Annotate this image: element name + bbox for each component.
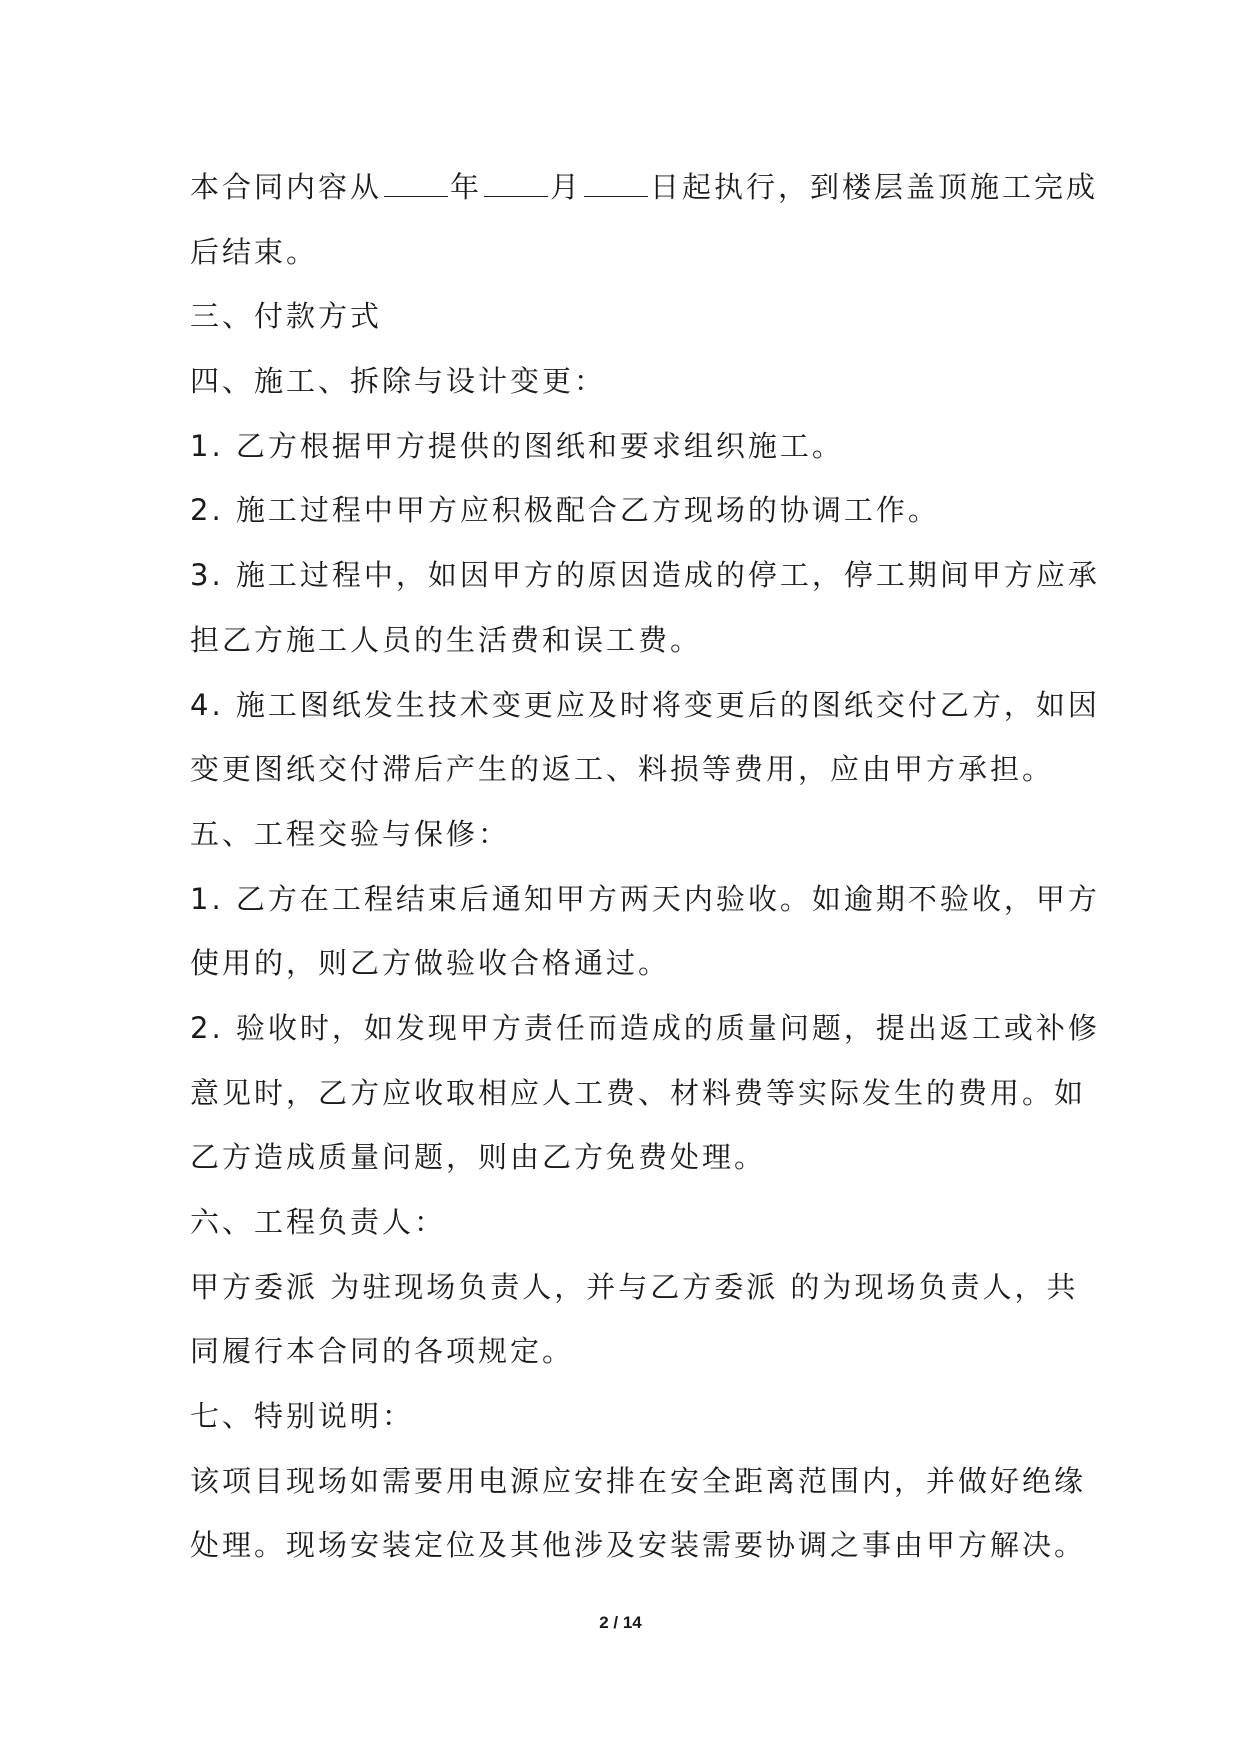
section-heading-construction: 四、施工、拆除与设计变更： <box>190 364 607 399</box>
clause-line: 4. 施工图纸发生技术变更应及时将变更后的图纸交付乙方，如因 <box>190 687 1100 722</box>
text-segment: 日起执行，到楼层盖顶施工完成 <box>650 170 1099 204</box>
clause-line: 乙方造成质量问题，则由乙方免费处理。 <box>190 1140 767 1175</box>
clause-line: 变更图纸交付滞后产生的返工、料损等费用，应由甲方承担。 <box>190 752 1055 787</box>
text-segment: 月 <box>550 170 583 204</box>
clause-line: 处理。现场安装定位及其他涉及安装需要协调之事由甲方解决。 <box>190 1528 1087 1563</box>
month-blank-field <box>484 174 548 197</box>
paragraph-line-contract-period <box>190 155 1099 220</box>
text-segment: 本合同内容从 <box>190 170 383 204</box>
section-heading-responsible-person: 六、工程负责人： <box>190 1205 447 1239</box>
clause-line: 2. 验收时，如发现甲方责任而造成的质量问题，提出返工或补修 <box>190 1010 1100 1045</box>
paragraph-line: 后结束。 <box>190 234 319 269</box>
clause-line: 意见时，乙方应收取相应人工费、材料费等实际发生的费用。如 <box>190 1075 1087 1110</box>
text-segment: 年 <box>450 170 483 204</box>
day-blank-field <box>584 174 648 197</box>
section-heading-special-notes: 七、特别说明： <box>190 1399 415 1434</box>
page-number: 2 / 14 <box>599 1613 642 1632</box>
document-body <box>190 155 1100 1578</box>
clause-line: 2. 施工过程中甲方应积极配合乙方现场的协调工作。 <box>190 493 940 528</box>
clause-line: 甲方委派 为驻现场负责人，并与乙方委派 的为现场负责人，共 <box>190 1269 1079 1304</box>
clause-line: 担乙方施工人员的生活费和误工费。 <box>190 622 703 657</box>
clause-line: 3. 施工过程中，如因甲方的原因造成的停工，停工期间甲方应承 <box>190 558 1100 593</box>
clause-line: 同履行本合同的各项规定。 <box>190 1334 575 1369</box>
clause-line: 使用的，则乙方做验收合格通过。 <box>190 946 671 981</box>
clause-line: 该项目现场如需要用电源应安排在安全距离范围内，并做好绝缘 <box>190 1463 1087 1498</box>
year-blank-field <box>384 174 448 197</box>
clause-line: 1. 乙方根据甲方提供的图纸和要求组织施工。 <box>190 428 844 463</box>
section-heading-payment: 三、付款方式 <box>190 299 383 334</box>
section-heading-acceptance: 五、工程交验与保修： <box>190 816 511 851</box>
clause-line: 1. 乙方在工程结束后通知甲方两天内验收。如逾期不验收，甲方 <box>190 881 1100 916</box>
